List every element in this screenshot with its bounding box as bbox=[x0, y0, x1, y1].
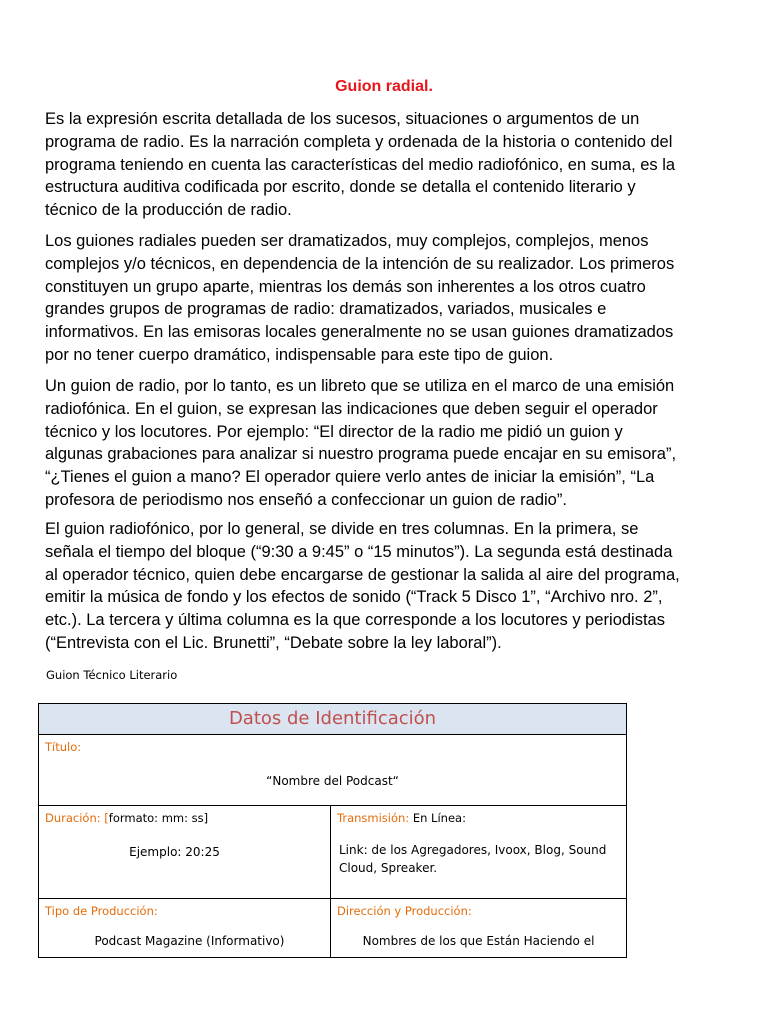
paragraph-line: emitir la música de fondo y los efectos de sonido (“Track 5 Disco 1”, “Archivo nro. 2”, bbox=[45, 588, 663, 607]
paragraph-line: radiofónica. En el guion, se expresan las indicaciones que deben seguir el operador bbox=[45, 399, 658, 418]
document-title: Guion radial. bbox=[335, 78, 433, 95]
tipo-value: Podcast Magazine (Informativo) bbox=[94, 934, 285, 948]
tipo-cell bbox=[39, 899, 331, 958]
paragraph-line: técnico y los locutores. Por ejemplo: “El director de la radio me pidió un guion y bbox=[45, 422, 623, 441]
paragraph-line: técnico de la producción de radio. bbox=[45, 201, 292, 220]
paragraph-line: por no tener cuerpo dramático, indispensable para este tipo de guion. bbox=[45, 345, 554, 364]
table-caption: Guion Técnico Literario bbox=[46, 668, 178, 682]
duracion-cell bbox=[39, 806, 331, 899]
link-line: Cloud, Spreaker. bbox=[339, 861, 438, 875]
duracion-label: Duración: [ bbox=[45, 811, 109, 825]
paragraph-types bbox=[45, 230, 735, 367]
paragraph-line: programa teniendo en cuenta las características del medio radiofónico, en suma, es la bbox=[45, 155, 676, 174]
paragraph-columns bbox=[45, 518, 735, 655]
titulo-value: “Nombre del Podcast“ bbox=[266, 774, 399, 788]
titulo-cell bbox=[39, 735, 627, 806]
paragraph-line: complejos y/o técnicos, en dependencia de la intención de su realizador. Los primeros bbox=[45, 254, 675, 273]
table-heading: Datos de Identificación bbox=[39, 704, 627, 735]
paragraph-line: (“Entrevista con el Lic. Brunetti”, “Debate sobre la ley laboral”). bbox=[45, 633, 502, 652]
paragraph-line: Un guion de radio, por lo tanto, es un libreto que se utiliza en el marco de una emisión bbox=[45, 377, 675, 395]
paragraph-line: informativos. En las emisoras locales generalmente no se usan guiones dramatizados bbox=[45, 323, 674, 342]
direccion-cell bbox=[331, 899, 627, 958]
duracion-label-row bbox=[39, 806, 330, 825]
direccion-value: Nombres de los que Están Haciendo el bbox=[362, 934, 595, 948]
paragraph-line: al operador técnico, quien debe encargarse de gestionar la salida al aire del programa, bbox=[45, 565, 680, 584]
duracion-example: Ejemplo: 20:25 bbox=[129, 845, 220, 859]
paragraph-line: El guion radiofónico, por lo general, se divide en tres columnas. En la primera, se bbox=[45, 520, 639, 538]
link-text bbox=[331, 841, 626, 877]
paragraph-line: etc.). La tercera y última columna es la que corresponde a los locutores y periodistas bbox=[45, 611, 665, 630]
paragraph-line: algunas grabaciones para analizar si nuestro programa puede encajar en su emisora”, bbox=[45, 445, 677, 464]
paragraph-line: Los guiones radiales pueden ser dramatizados, muy complejos, complejos, menos bbox=[45, 232, 649, 250]
paragraph-line: señala el tiempo del bloque (“9:30 a 9:45” o “15 minutos”). La segunda está destinada bbox=[45, 542, 673, 561]
paragraph-definition bbox=[45, 108, 735, 222]
paragraph-line: “¿Tienes el guion a mano? El operador quiere verlo antes de iniciar la emisión”, “La bbox=[45, 468, 655, 487]
paragraph-line: profesora de periodismo nos enseñó a confeccionar un guion de radio”. bbox=[45, 490, 567, 509]
identification-table bbox=[38, 703, 627, 958]
transmision-cell bbox=[331, 806, 627, 899]
direccion-label: Dirección y Producción: bbox=[337, 904, 472, 918]
paragraph-line: estructura auditiva codificada por escrito, donde se detalla el contenido literario y bbox=[45, 178, 636, 197]
duracion-format: formato: mm: ss] bbox=[108, 811, 209, 825]
paragraph-line: programa de radio. Es la narración completa y ordenada de la historia o contenido del bbox=[45, 132, 673, 151]
paragraph-examples bbox=[45, 375, 735, 512]
paragraph-line: grandes grupos de programas de radio: dramatizados, variados, musicales e bbox=[45, 300, 607, 319]
transmision-value: En Línea: bbox=[409, 811, 466, 825]
paragraph-line: constituyen un grupo aparte, mientras los demás son inherentes a los otros cuatro bbox=[45, 277, 646, 296]
transmision-label-row bbox=[331, 806, 626, 825]
paragraph-line: Es la expresión escrita detallada de los sucesos, situaciones o argumentos de un bbox=[45, 110, 640, 128]
link-line: Link: de los Agregadores, Ivoox, Blog, Sound bbox=[339, 843, 607, 857]
titulo-label: Título: bbox=[45, 740, 82, 754]
tipo-label: Tipo de Producción: bbox=[45, 904, 158, 918]
transmision-label: Transmisión: bbox=[337, 811, 410, 825]
